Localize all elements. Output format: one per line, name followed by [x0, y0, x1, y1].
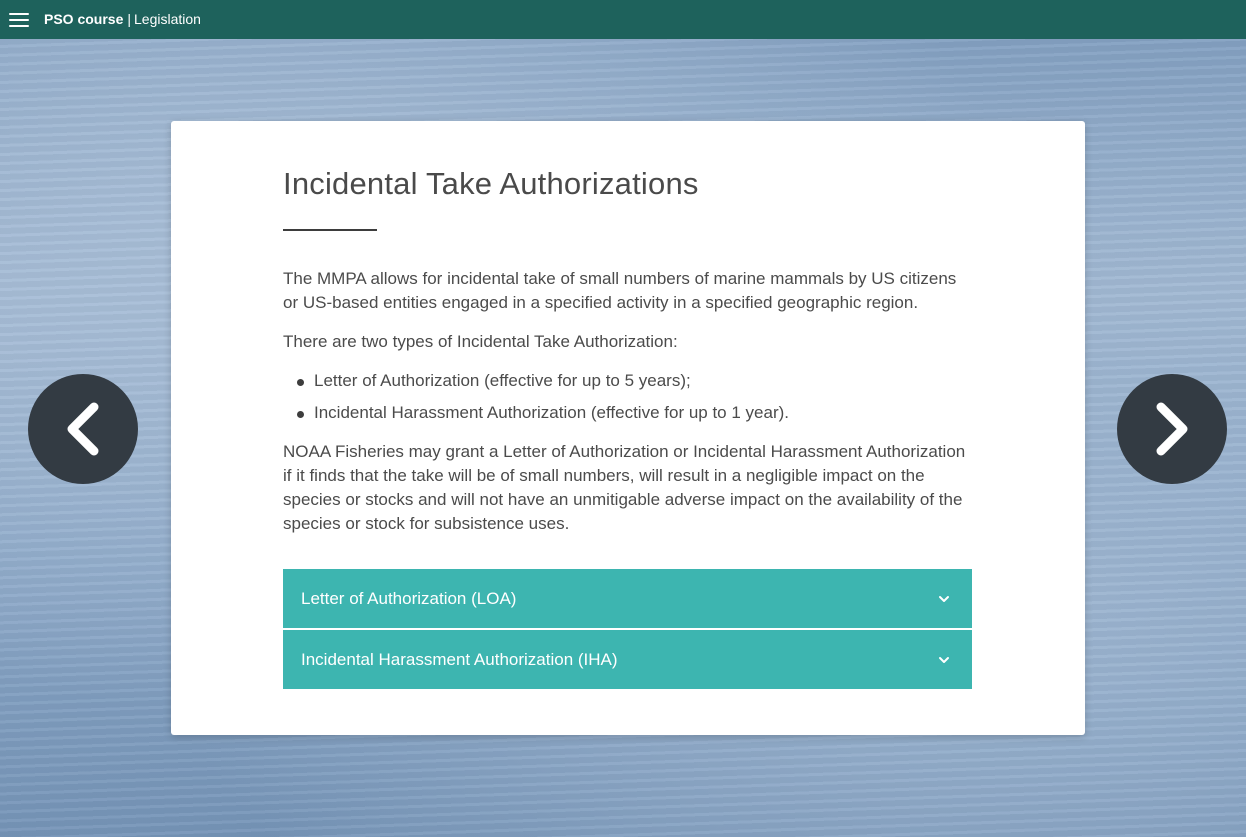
- list-item: Letter of Authorization (effective for up to 5 years);: [314, 369, 972, 393]
- authorization-types-list: [283, 369, 972, 425]
- chevron-right-icon: [1150, 401, 1194, 457]
- content-card: [171, 121, 1085, 735]
- previous-page-button[interactable]: [28, 374, 138, 484]
- accordion-item-label: Incidental Harassment Authorization (IHA): [301, 649, 618, 669]
- body-text: [283, 267, 972, 536]
- section-name: Legislation: [134, 11, 201, 27]
- next-page-button[interactable]: [1117, 374, 1227, 484]
- hamburger-menu-icon[interactable]: [9, 13, 29, 27]
- conditions-paragraph: NOAA Fisheries may grant a Letter of Authorization or Incidental Harassment Authorization if it finds that the take will be of small numbers, will result in a negligible impact on the species or stocks and will not have an unmitigable adverse impact on the availability of the species or stock for subsistence uses.: [283, 442, 966, 533]
- card-content: [283, 161, 972, 689]
- top-bar: [0, 0, 1246, 39]
- title-divider: [283, 229, 377, 231]
- chevron-down-icon: [938, 654, 950, 666]
- accordion-item-iha[interactable]: [283, 630, 972, 689]
- accordion-item-label: Letter of Authorization (LOA): [301, 588, 517, 608]
- accordion-item-loa[interactable]: [283, 569, 972, 628]
- chevron-left-icon: [61, 401, 105, 457]
- breadcrumb-separator: |: [127, 11, 132, 27]
- intro-paragraph: The MMPA allows for incidental take of small numbers of marine mammals by US citizens or US-based entities engaged in a specified activity in a specified geographic region.: [283, 269, 957, 312]
- chevron-down-icon: [938, 593, 950, 605]
- accordion: [283, 569, 972, 689]
- list-item: Incidental Harassment Authorization (effective for up to 1 year).: [314, 401, 972, 425]
- course-name: PSO course: [44, 11, 124, 27]
- types-paragraph: There are two types of Incidental Take Authorization:: [283, 332, 678, 351]
- breadcrumb: [44, 0, 201, 39]
- page-title: Incidental Take Authorizations: [283, 166, 699, 201]
